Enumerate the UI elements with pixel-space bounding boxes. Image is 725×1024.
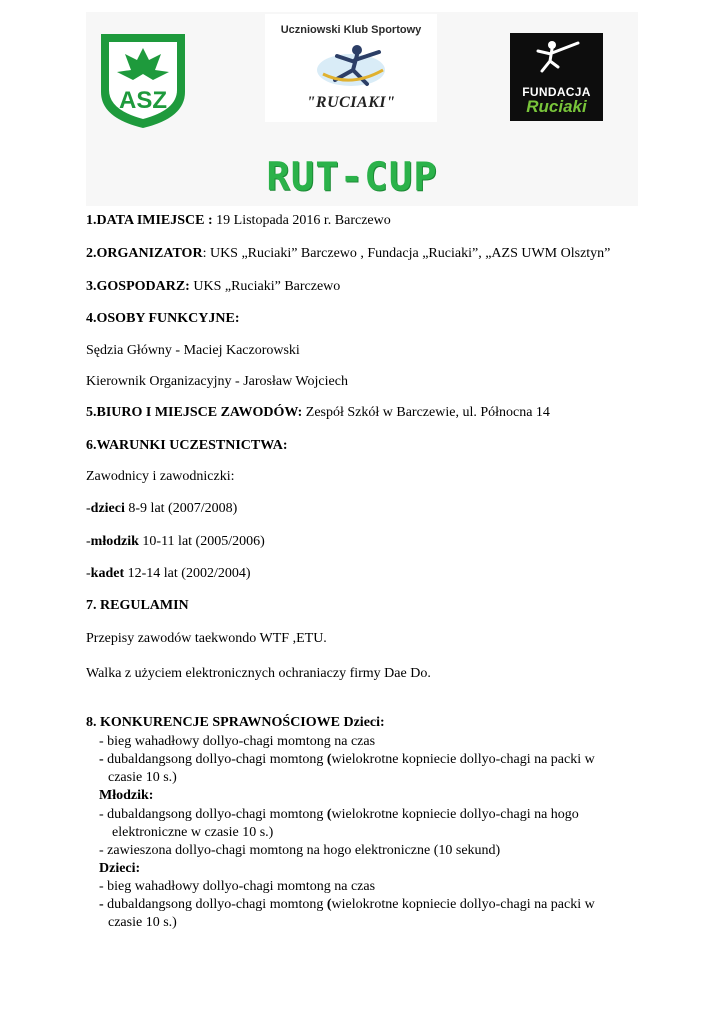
list-item-continuation: elektroniczne w czasie 10 s.) <box>112 825 274 840</box>
section-label: 3.GOSPODARZ: <box>86 279 190 294</box>
list-item <box>99 896 595 913</box>
list-item: - zawieszona dollyo-chagi momtong na hogo elektroniczne (10 sekund) <box>99 843 501 858</box>
section-label: 5.BIURO I MIEJSCE ZAWODÓW: <box>86 405 303 420</box>
subheading-mlodzik <box>99 787 153 804</box>
list-item-continuation: czasie 10 s.) <box>108 770 177 785</box>
item-text: wielokrotne kopniecie dollyo-chagi na hogo <box>331 807 579 822</box>
section-label: 2.ORGANIZATOR <box>86 246 203 261</box>
list-item <box>99 806 579 823</box>
category-label: dzieci <box>90 501 125 516</box>
section-text: : UKS „Ruciaki” Barczewo , Fundacja „Ruciaki”, „AZS UWM Olsztyn” <box>202 246 611 261</box>
item-text: - dubaldangsong dollyo-chagi momtong <box>99 807 327 822</box>
dash: - <box>86 534 91 549</box>
section-host <box>86 278 340 295</box>
subheading-text: Młodzik: <box>99 788 154 803</box>
section-label: 4.OSOBY FUNKCYJNE: <box>86 311 240 326</box>
list-item <box>99 751 595 768</box>
foundation-title: FUNDACJA <box>522 85 591 99</box>
category-text: 12-14 lat (2002/2004) <box>124 566 251 581</box>
category-kadet <box>86 565 251 582</box>
section-organizer <box>86 245 610 262</box>
section-label: 7. REGULAMIN <box>86 598 189 613</box>
item-text: dubaldangsong dollyo-chagi momtong <box>103 752 327 767</box>
section-label: 1.DATA IMIEJSCE : <box>86 213 213 228</box>
section-office-venue <box>86 404 550 421</box>
dash: - <box>99 897 104 912</box>
svg-text:ASZ: ASZ <box>119 87 167 114</box>
category-label: młodzik <box>90 534 139 549</box>
category-text: 10-11 lat (2005/2006) <box>138 534 265 549</box>
subheading-text: Dzieci: <box>99 861 141 876</box>
kick-figure-icon <box>530 37 584 75</box>
azs-logo <box>97 30 189 130</box>
category-label: kadet <box>90 566 125 581</box>
dash: - <box>86 501 91 516</box>
header-banner <box>86 12 638 206</box>
section-officials <box>86 310 240 327</box>
category-dzieci <box>86 500 237 517</box>
foundation-subtitle: Ruciaki <box>526 97 587 116</box>
category-text: 8-9 lat (2007/2008) <box>124 501 238 516</box>
section-rules <box>86 597 189 614</box>
dash: - <box>86 566 91 581</box>
list-item: - bieg wahadłowy dollyo-chagi momtong na czas <box>99 734 376 749</box>
paren: ( <box>326 897 332 912</box>
cup-title: RUT-CUP <box>266 155 438 200</box>
section-text: 19 Listopada 2016 r. Barczewo <box>212 213 391 228</box>
dash: - <box>99 752 104 767</box>
club-title: Uczniowski Klub Sportowy <box>280 24 422 36</box>
foundation-logo <box>510 33 603 121</box>
official-manager: Kierownik Organizacyjny - Jarosław Wojciech <box>86 374 348 389</box>
club-name: "RUCIAKI" <box>306 94 396 111</box>
rule-line: Przepisy zawodów taekwondo WTF ,ETU. <box>86 631 327 646</box>
taekwondo-figure-icon <box>313 40 389 92</box>
section-label: 8. KONKURENCJE SPRAWNOŚCIOWE Dzieci: <box>86 715 385 730</box>
list-item-continuation: czasie 10 s.) <box>108 915 177 930</box>
item-text: dubaldangsong dollyo-chagi momtong <box>103 897 327 912</box>
list-item: - bieg wahadłowy dollyo-chagi momtong na czas <box>99 879 376 894</box>
club-logo <box>265 14 437 122</box>
subheading-dzieci <box>99 860 140 877</box>
paren: ( <box>326 752 332 767</box>
item-text: wielokrotne kopniecie dollyo-chagi na packi w <box>331 897 595 912</box>
section-text: UKS „Ruciaki” Barczewo <box>189 279 341 294</box>
category-mlodzik <box>86 533 265 550</box>
section-label: 6.WARUNKI UCZESTNICTWA: <box>86 438 288 453</box>
section-competitions <box>86 714 385 731</box>
conditions-intro: Zawodnicy i zawodniczki: <box>86 469 235 484</box>
official-judge: Sędzia Główny - Maciej Kaczorowski <box>86 343 300 358</box>
paren: ( <box>326 807 332 822</box>
rule-line: Walka z użyciem elektronicznych ochraniaczy firmy Dae Do. <box>86 666 431 681</box>
section-conditions <box>86 437 287 454</box>
section-date-place <box>86 212 391 229</box>
item-text: wielokrotne kopniecie dollyo-chagi na packi w <box>331 752 595 767</box>
section-text: Zespół Szkół w Barczewie, ul. Północna 14 <box>302 405 550 420</box>
